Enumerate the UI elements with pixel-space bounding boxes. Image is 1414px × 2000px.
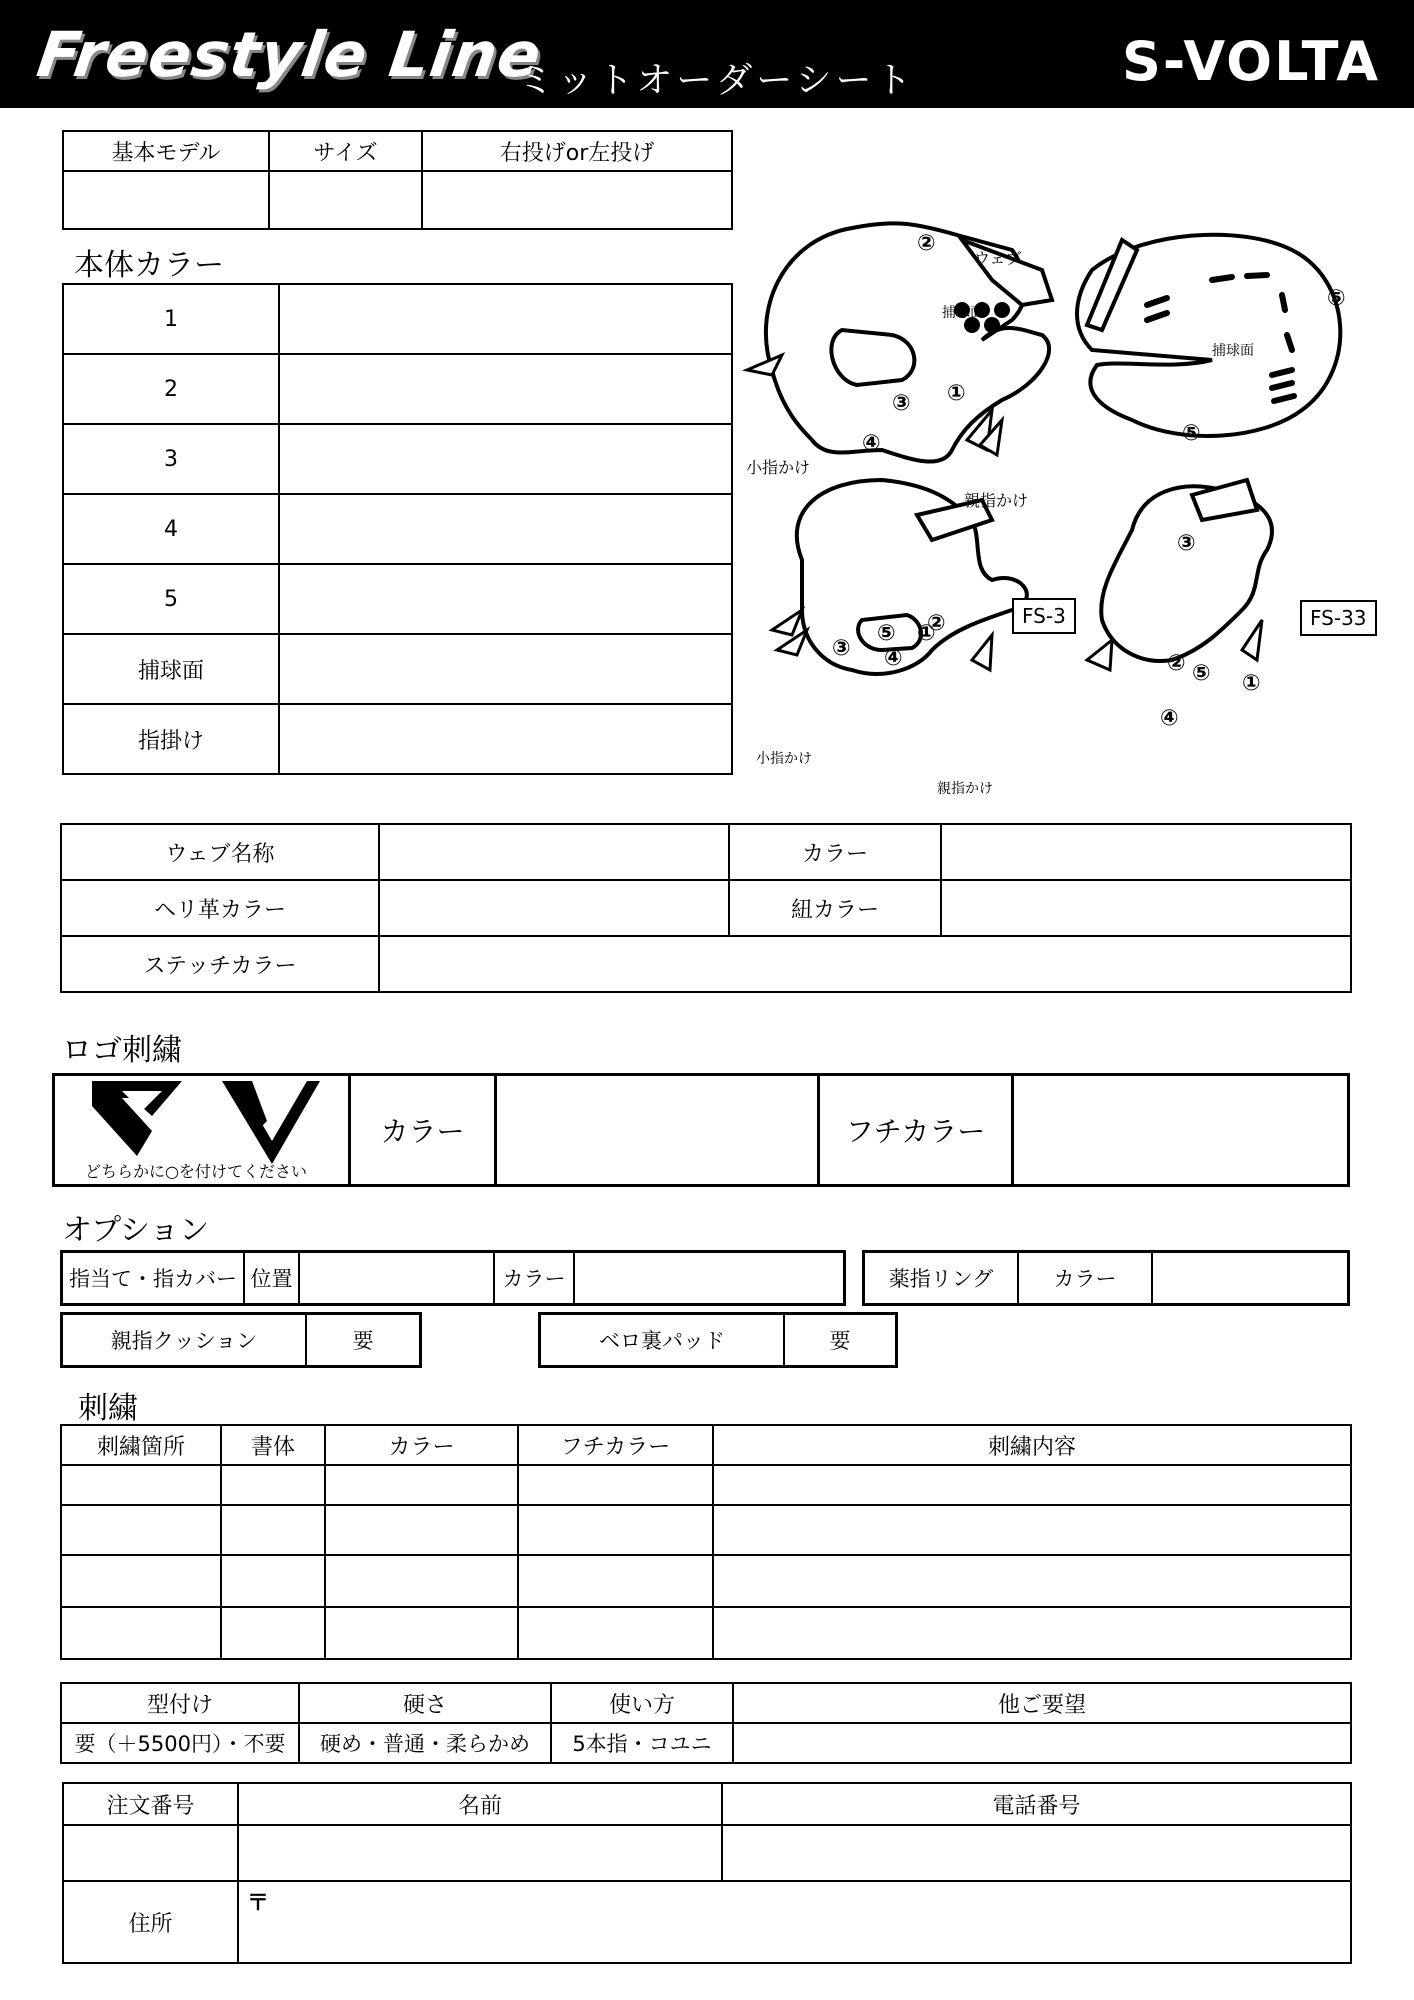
header-handedness: 右投げor左投げ xyxy=(422,131,732,171)
body-color-row-label: 捕球面 xyxy=(63,634,279,704)
web-color-table xyxy=(60,823,1352,993)
logo-embroidery-title: ロゴ刺繍 xyxy=(62,1033,182,1068)
body-color-field[interactable] xyxy=(279,354,732,424)
finger-cover-option xyxy=(60,1250,846,1306)
part-3d-label: ③ xyxy=(1177,531,1196,556)
web-name-field[interactable] xyxy=(379,824,729,880)
part-5b-label: ⑤ xyxy=(1182,421,1201,446)
part-2d-label: ② xyxy=(1167,651,1186,676)
page-header xyxy=(0,0,1414,108)
part-3c-label: ③ xyxy=(832,636,851,661)
thumb-cushion-option xyxy=(60,1312,422,1368)
company-logo: S-VOLTA xyxy=(1121,30,1380,93)
body-color-field[interactable] xyxy=(279,494,732,564)
part-5d-label: ⑤ xyxy=(1192,661,1211,686)
label-logo-color: カラー xyxy=(351,1076,497,1184)
thumb-cushion-need[interactable]: 要 xyxy=(352,1329,374,1353)
header-size: サイズ xyxy=(269,131,422,171)
logo-option-v-icon xyxy=(222,1081,320,1164)
part-4-label: ④ xyxy=(862,431,881,456)
size-field[interactable] xyxy=(269,171,422,229)
embroidery-row xyxy=(61,1607,1351,1659)
body-color-row-label: 5 xyxy=(63,564,279,634)
header-basic-model: 基本モデル xyxy=(63,131,269,171)
model-fs3-label: FS-3 xyxy=(1012,598,1076,634)
label-web-color: カラー xyxy=(729,824,941,880)
shaping-header: 型付け xyxy=(61,1683,299,1723)
stitch-color-field[interactable] xyxy=(379,936,1351,992)
finger-cover-color-field[interactable] xyxy=(575,1253,843,1303)
mitt-diagram-svg xyxy=(742,210,1382,810)
body-color-row xyxy=(63,494,732,564)
options-title: オプション xyxy=(62,1213,210,1248)
shaping-option[interactable]: 5本指・コユニ xyxy=(551,1723,733,1763)
binding-color-field[interactable] xyxy=(379,880,729,936)
label-binding-color: ヘリ革カラー xyxy=(61,880,379,936)
part-5c-label: ⑤ xyxy=(877,621,896,646)
part-2c-label: ② xyxy=(927,611,946,636)
body-color-field[interactable] xyxy=(279,704,732,774)
embroidery-row xyxy=(61,1465,1351,1505)
embroidery-header: 書体 xyxy=(221,1425,325,1465)
body-color-row-label: 1 xyxy=(63,284,279,354)
logo-color-field[interactable] xyxy=(497,1076,820,1184)
logo-choice-cell[interactable] xyxy=(55,1076,351,1184)
label-order-number: 注文番号 xyxy=(63,1783,238,1825)
label-ring-finger: 薬指リング xyxy=(865,1253,1019,1303)
part-4d-label: ④ xyxy=(1160,706,1179,731)
address-field[interactable] xyxy=(238,1881,1351,1963)
ring-color-field[interactable] xyxy=(1153,1253,1347,1303)
ring-finger-option xyxy=(862,1250,1350,1306)
label-thumb-cushion: 親指クッション xyxy=(63,1315,307,1365)
label-phone: 電話番号 xyxy=(722,1783,1351,1825)
body-color-row xyxy=(63,704,732,774)
body-color-row xyxy=(63,634,732,704)
sheet-subtitle: ミットオーダーシート xyxy=(518,60,916,101)
label-pinky-hook: 小指かけ xyxy=(746,458,811,477)
part-2-label: ② xyxy=(917,231,936,256)
part-1c-label: ① xyxy=(917,621,936,646)
body-color-row-label: 3 xyxy=(63,424,279,494)
label-lace-color: 紐カラー xyxy=(729,880,941,936)
glove-diagrams xyxy=(742,210,1382,810)
body-color-field[interactable] xyxy=(279,634,732,704)
embroidery-row xyxy=(61,1555,1351,1607)
shaping-table xyxy=(60,1682,1352,1764)
lace-color-field[interactable] xyxy=(941,880,1351,936)
label-logo-edge-color: フチカラー xyxy=(820,1076,1014,1184)
embroidery-table xyxy=(60,1424,1352,1660)
body-color-row xyxy=(63,354,732,424)
phone-field[interactable] xyxy=(722,1825,1351,1881)
embroidery-header: 刺繍箇所 xyxy=(61,1425,221,1465)
body-color-field[interactable] xyxy=(279,424,732,494)
part-4c-label: ④ xyxy=(884,646,903,671)
label-finger-cover: 指当て・指カバー xyxy=(63,1253,245,1303)
web-color-field[interactable] xyxy=(941,824,1351,880)
label-web-name: ウェブ名称 xyxy=(61,824,379,880)
order-number-field[interactable] xyxy=(63,1825,238,1881)
label-address: 住所 xyxy=(63,1881,238,1963)
shaping-header: 使い方 xyxy=(551,1683,733,1723)
body-color-row-label: 4 xyxy=(63,494,279,564)
postal-mark: 〒 xyxy=(247,1891,270,1916)
shaping-header: 他ご要望 xyxy=(733,1683,1351,1723)
basic-model-field[interactable] xyxy=(63,171,269,229)
embroidery-header: 刺繍内容 xyxy=(713,1425,1351,1465)
body-color-row-label: 指掛け xyxy=(63,704,279,774)
label-thumb-hook: 親指かけ xyxy=(964,491,1029,510)
body-color-row xyxy=(63,284,732,354)
label-web: ウェブ xyxy=(974,249,1022,268)
tongue-pad-option xyxy=(538,1312,898,1368)
embroidery-title: 刺繍 xyxy=(78,1391,138,1426)
embroidery-header: カラー xyxy=(325,1425,518,1465)
name-field[interactable] xyxy=(238,1825,722,1881)
label-finger-cover-color: カラー xyxy=(495,1253,575,1303)
handedness-field[interactable] xyxy=(422,171,732,229)
brand-title: Freestyle Line xyxy=(32,18,547,91)
logo-choice-note: どちらかに○を付けてください xyxy=(85,1162,307,1181)
tongue-pad-need[interactable]: 要 xyxy=(829,1329,851,1353)
label-catch-surface-2: 捕球面 xyxy=(1212,343,1254,359)
part-5-label: ⑤ xyxy=(1327,286,1346,311)
embroidery-row xyxy=(61,1505,1351,1555)
shaping-option[interactable]: 要（＋5500円）・不要 xyxy=(61,1723,299,1763)
order-info-table xyxy=(62,1782,1352,1964)
label-position: 位置 xyxy=(245,1253,300,1303)
embroidery-header: フチカラー xyxy=(518,1425,713,1465)
label-thumb-hook-2: 親指かけ xyxy=(937,781,993,797)
label-tongue-pad: ベロ裏パッド xyxy=(541,1315,785,1365)
label-name: 名前 xyxy=(238,1783,722,1825)
position-field[interactable] xyxy=(300,1253,495,1303)
body-color-field[interactable] xyxy=(279,564,732,634)
body-color-field[interactable] xyxy=(279,284,732,354)
basic-model-table xyxy=(62,130,733,230)
body-color-row xyxy=(63,564,732,634)
model-fs33-label: FS-33 xyxy=(1300,600,1377,636)
part-1d-label: ① xyxy=(1242,671,1261,696)
logo-options-icon xyxy=(82,1076,322,1166)
body-color-row-label: 2 xyxy=(63,354,279,424)
body-color-row xyxy=(63,424,732,494)
label-stitch-color: ステッチカラー xyxy=(61,936,379,992)
label-ring-color: カラー xyxy=(1019,1253,1153,1303)
body-color-table xyxy=(62,283,733,775)
body-color-title: 本体カラー xyxy=(74,248,224,283)
label-catch-surface: 捕球面 xyxy=(942,305,984,321)
part-1-label: ① xyxy=(947,381,966,406)
logo-option-sv-icon xyxy=(92,1081,182,1156)
shaping-option[interactable] xyxy=(733,1723,1351,1763)
label-pinky-hook-2: 小指かけ xyxy=(756,751,812,767)
part-3-label: ③ xyxy=(892,391,911,416)
logo-embroidery-row xyxy=(52,1073,1350,1187)
shaping-header: 硬さ xyxy=(299,1683,551,1723)
logo-edge-color-field[interactable] xyxy=(1014,1076,1347,1184)
shaping-option[interactable]: 硬め・普通・柔らかめ xyxy=(299,1723,551,1763)
